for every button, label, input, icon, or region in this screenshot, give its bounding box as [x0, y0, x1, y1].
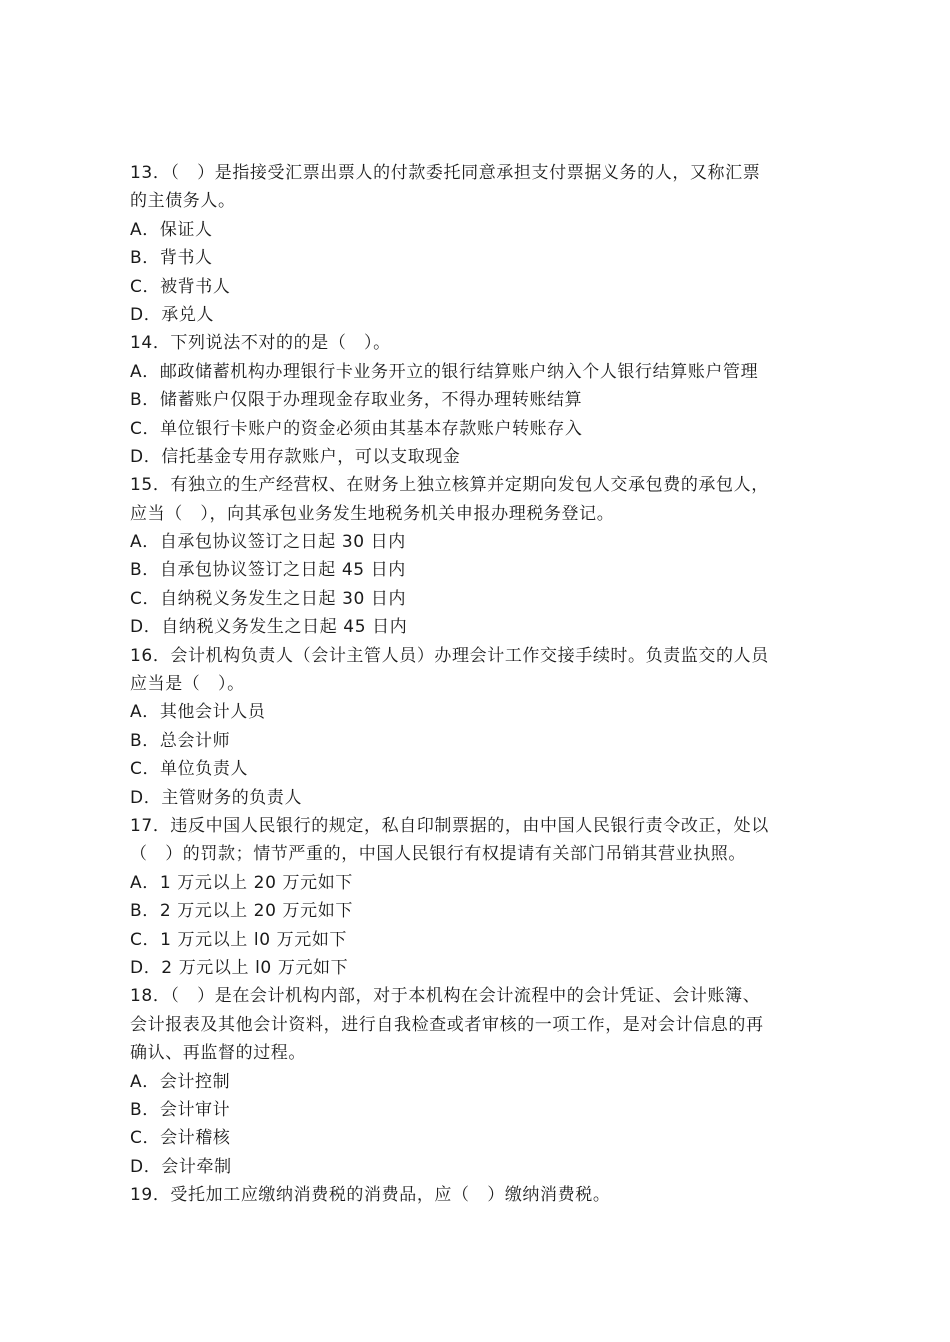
- option-b: B．自承包协议签订之日起 45 日内: [130, 560, 406, 581]
- option-d: D．2 万元以上 l0 万元如下: [130, 957, 349, 978]
- question-17: [130, 812, 830, 982]
- option-d: D．信托基金专用存款账户，可以支取现金: [130, 446, 461, 467]
- question-stem-line: 15．有独立的生产经营权、在财务上独立核算并定期向发包人交承包费的承包人，: [130, 475, 769, 496]
- question-stem-line: 14．下列说法不对的的是（ ）。: [130, 333, 391, 354]
- option-b: B．背书人: [130, 248, 213, 269]
- question-stem-line: 13．（ ）是指接受汇票出票人的付款委托同意承担支付票据义务的人，又称汇票: [130, 163, 761, 183]
- question-stem-line: 应当（ ），向其承包业务发生地税务机关申报办理税务登记。: [130, 503, 615, 524]
- question-18: [130, 982, 830, 1181]
- option-d: D．承兑人: [130, 304, 215, 325]
- question-15: [130, 471, 830, 641]
- option-c: C．自纳税义务发生之日起 30 日内: [130, 588, 407, 609]
- option-a: A．会计控制: [130, 1071, 231, 1092]
- option-b: B．会计审计: [130, 1099, 231, 1120]
- question-stem-line: 19．受托加工应缴纳消费税的消费品，应（ ）缴纳消费税。: [130, 1185, 611, 1206]
- question-stem-line: 18．（ ）是在会计机构内部，对于本机构在会计流程中的会计凭证、会计账簿、: [130, 986, 761, 1007]
- option-c: C．单位负责人: [130, 759, 249, 780]
- question-stem-line: （ ）的罚款；情节严重的，中国人民银行有权提请有关部门吊销其营业执照。: [130, 844, 746, 865]
- option-c: C．1 万元以上 l0 万元如下: [130, 929, 348, 950]
- question-stem-line: 确认、再监督的过程。: [130, 1043, 306, 1064]
- option-d: D．自纳税义务发生之日起 45 日内: [130, 617, 408, 638]
- question-stem-line: 16．会计机构负责人（会计主管人员）办理会计工作交接手续时。负责监交的人员: [130, 645, 769, 666]
- option-a: A．1 万元以上 20 万元如下: [130, 872, 353, 893]
- option-a: A．邮政储蓄机构办理银行卡业务开立的银行结算账户纳入个人银行结算账户管理: [130, 361, 759, 382]
- option-a: A．自承包协议签订之日起 30 日内: [130, 532, 406, 553]
- question-stem-line: 的主债务人。: [130, 191, 236, 212]
- document-page: [130, 159, 830, 1209]
- option-a: A．保证人: [130, 219, 213, 240]
- question-19: [130, 1181, 830, 1209]
- question-stem-line: 会计报表及其他会计资料，进行自我检查或者审核的一项工作，是对会计信息的再: [130, 1014, 764, 1035]
- option-b: B．储蓄账户仅限于办理现金存取业务，不得办理转账结算: [130, 390, 583, 411]
- option-b: B．总会计师: [130, 730, 231, 751]
- option-c: C．被背书人: [130, 276, 231, 297]
- option-d: D．会计牵制: [130, 1156, 232, 1177]
- question-13: [130, 159, 830, 329]
- option-d: D．主管财务的负责人: [130, 787, 303, 808]
- option-c: C．单位银行卡账户的资金必须由其基本存款账户转账存入: [130, 418, 583, 439]
- question-stem-line: 17．违反中国人民银行的规定，私自印制票据的，由中国人民银行责令改正，处以: [130, 815, 769, 836]
- option-b: B．2 万元以上 20 万元如下: [130, 901, 353, 922]
- option-a: A．其他会计人员: [130, 702, 266, 723]
- option-c: C．会计稽核: [130, 1128, 231, 1149]
- question-16: [130, 642, 830, 812]
- question-stem-line: 应当是（ ）。: [130, 674, 245, 695]
- question-14: [130, 329, 830, 471]
